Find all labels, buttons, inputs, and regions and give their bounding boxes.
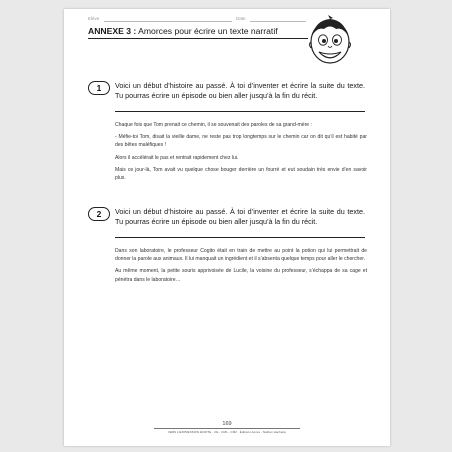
footer-credits: VERS L’EXPRESSION ÉCRITE - CE - CM1 - CM2 · Éditions Accès - Nathan Hachette [167,430,287,434]
story-paragraph: Chaque fois que Tom prenait ce chemin, il se souvenait des paroles de sa grand-mère : [115,122,312,128]
story-paragraph: Au même moment, la petite souris apprivoisée de Lucile, la voisine du professeur, s’échappa de sa cage et pénétra dans le laboratoire… [115,268,367,283]
worksheet-page [64,9,390,446]
story-text [115,121,367,186]
page-number: 169 [222,421,232,427]
annex-title-block [88,26,308,40]
exercise-2 [88,207,368,337]
exercise-number-badge: 1 [88,81,110,95]
exercise-instruction: Voici un début d’histoire au passé. À toi d’inventer et écrire la suite du texte. Tu pourras écrire un épisode ou bien aller jusqu’à la fin du récit. [115,207,365,226]
eleve-label: Elève [88,16,100,21]
exercise-1 [88,81,368,211]
date-line [250,21,306,22]
story-paragraph: Dans son laboratoire, le professeur Cogito était en train de mettre au point la potion qui lui permettrait de donner la parole aux animaux. Il lui manquait un ingrédient et il s’absenta quelque temps pour aller le chercher. [115,248,367,263]
footer-rule [154,428,300,429]
story-paragraph: Mais ce jour-là, Tom avait vu quelque chose bouger derrière un fourré et eut soudain très envie d’en savoir plus. [115,166,367,182]
cartoon-boy-face-icon [308,14,352,70]
story-paragraph: Alors il accélérait le pas et rentrait rapidement chez lui. [115,154,239,161]
story-paragraph: - Méfie-toi Tom, disait la vieille dame, ne reste pas trop longtemps sur le chemin car on dit qu’il est habité par des bêtes maléfiques ! [115,134,367,149]
title-text: Amorces pour écrire un texte narratif [136,26,278,36]
story-text [115,247,367,288]
exercise-number-badge: 2 [88,207,110,221]
title-annex-number: ANNEXE 3 : [88,26,137,36]
page-title [88,26,278,37]
eleve-line [104,21,232,22]
instruction-underline [115,237,365,238]
date-label: Date [236,16,246,21]
title-underline [88,38,308,39]
instruction-underline [115,111,365,112]
exercise-instruction: Voici un début d’histoire au passé. À toi d’inventer et écrire la suite du texte. Tu pourras écrire un épisode ou bien aller jusqu’à la fin du récit. [115,81,365,100]
